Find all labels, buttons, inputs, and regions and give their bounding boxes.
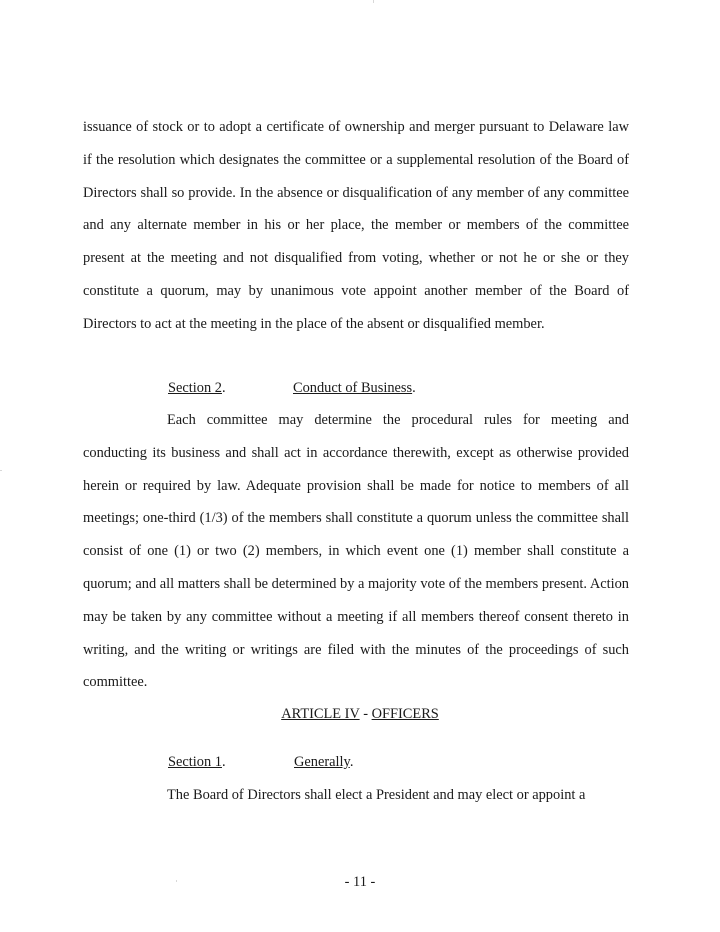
paragraph-committee-disqualification: issuance of stock or to adopt a certificate of ownership and merger pursuant to Delaware law if the resolution which designates the committee or a supplemental resolution of the Board of Directors shall so provide. In the absence or disqualification of any member of any committee and any alternate member in his or her place, the member or members of the committee present at the meeting and not disqualified from voting, whether or not he or she or they constitute a quorum, may by unanimous vote appoint another member of the Board of Directors to act at the meeting in the place of the absent or disqualified member. [83,119,629,332]
section-1-label: Section 1 [168,754,222,770]
article-separator: - [359,706,372,722]
article-number: ARTICLE IV [281,706,360,722]
scan-mark-top [373,0,374,3]
section-1-title: Generally [294,754,350,770]
scan-mark-left [0,470,2,471]
article-title: OFFICERS [371,706,439,722]
page-number: - 11 - [344,874,376,890]
section-2-label: Section 2 [168,380,222,396]
scan-mark-bottom [176,880,177,882]
paragraph-officers-generally: The Board of Directors shall elect a President and may elect or appoint a [167,787,586,803]
document-page: issuance of stock or to adopt a certificate of ownership and merger pursuant to Delaware law if the resolution which designates the committee or a supplemental resolution of the Board of Directors shall so provide. In the absence or disqualification of any member of any committee and any alternate member in his or her place, the member or members of the committee present at the meeting and not disqualified from voting, whether or not he or she or they constitute a quorum, may by unanimous vote appoint another member of the Board of Directors to act at the meeting in the place of the absent or disqualified member. Section 2. Conduct of Business. Each committee may determine the procedural rules for meeting and conducting its business and shall act in accordance therewith, except as otherwise provided herein or required by law. Adequate provision shall be made for notice to members of all meetings; one-third (1/3) of the members shall constitute a quorum unless the committee shall consist of one (1) or two (2) members, in which event one (1) member shall constitute a quorum; and all matters shall be determined by a majority vote of the members present. Action may be taken by any committee without a meeting if all members thereof consent thereto in writing, and the writing or writings are filed with the minutes of the proceedings of such committee. ARTICLE IV - OFFICERS Section 1. Generally. The Board of Directors shall elect a President and may elect or appoint a - 11 - [0,0,720,932]
article-heading [0,704,720,724]
section-2-title: Conduct of Business [293,380,413,396]
paragraph-conduct-of-business: Each committee may determine the procedural rules for meeting and conducting its business and shall act in accordance therewith, except as otherwise provided herein or required by law. Adequate provision shall be made for notice to members of all meetings; one-third (1/3) of the members shall constitute a quorum unless the committee shall consist of one (1) or two (2) members, in which event one (1) member shall constitute a quorum; and all matters shall be determined by a majority vote of the members present. Action may be taken by any committee without a meeting if all members thereof consent thereto in writing, and the writing or writings are filed with the minutes of the proceedings of such committee. [83,412,629,691]
